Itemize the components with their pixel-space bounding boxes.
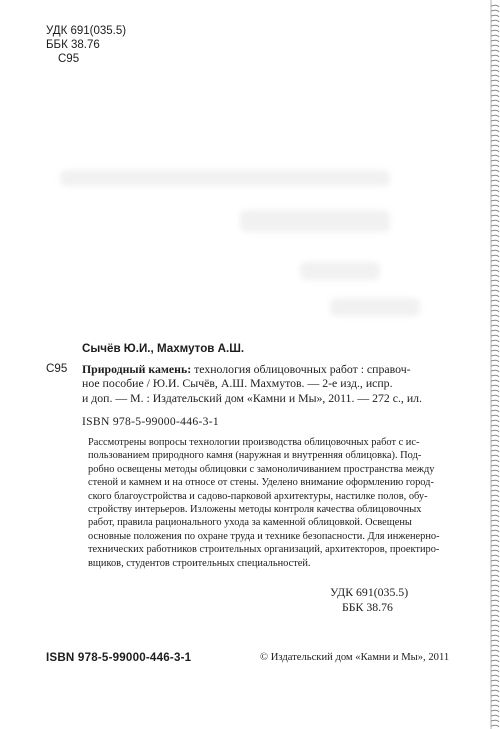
abstract-line: ского благоустройства и садово-парковой архитектуры, настилке полов, обу-	[88, 490, 428, 502]
binding-coil-loop	[491, 595, 499, 597]
binding-coil-loop	[491, 630, 499, 632]
binding-coil-loop	[491, 500, 499, 502]
binding-coil-loop	[491, 135, 499, 137]
binding-coil-loop	[491, 475, 499, 477]
binding-coil-loop	[491, 700, 499, 702]
binding-coil-loop	[491, 245, 499, 247]
binding-coil-loop	[491, 280, 499, 282]
binding-coil-loop	[491, 110, 499, 112]
binding-coil-loop	[491, 635, 499, 637]
binding-coil-loop	[491, 60, 499, 62]
binding-coil-loop	[491, 380, 499, 382]
binding-coil-loop	[491, 295, 499, 297]
binding-coil-loop	[491, 55, 499, 57]
binding-coil-loop	[491, 660, 499, 662]
bbk-code: ББК 38.76	[342, 600, 393, 614]
description-text: технология облицовочных работ : справоч-	[191, 361, 411, 376]
binding-coil-loop	[491, 435, 499, 437]
binding-coil-loop	[491, 355, 499, 357]
binding-coil-loop	[491, 560, 499, 562]
binding-coil-loop	[491, 620, 499, 622]
binding-coil-loop	[491, 370, 499, 372]
binding-coil-loop	[491, 360, 499, 362]
binding-coil-loop	[491, 675, 499, 677]
binding-coil-loop	[491, 190, 499, 192]
binding-coil-loop	[491, 405, 499, 407]
binding-coil-loop	[491, 75, 499, 77]
binding-coil-loop	[491, 180, 499, 182]
binding-coil-loop	[491, 545, 499, 547]
abstract-line: Рассмотрены вопросы технологии производства облицовочных работ с ис-	[88, 437, 420, 448]
binding-coil-loop	[491, 150, 499, 152]
binding-coil-loop	[491, 670, 499, 672]
binding-coil-loop	[491, 420, 499, 422]
binding-coil-loop	[491, 375, 499, 377]
binding-coil-loop	[491, 195, 499, 197]
binding-coil-loop	[491, 15, 499, 17]
abstract-line: основные положения по охране труда и технике безопасности. Для инженерно-	[88, 530, 440, 542]
show-through-shadow	[60, 170, 390, 186]
binding-coil-loop	[491, 315, 499, 317]
binding-coil-loop	[491, 205, 499, 207]
binding-coil-loop	[491, 400, 499, 402]
binding-coil-loop	[491, 230, 499, 232]
binding-coil-loop	[491, 270, 499, 272]
binding-coil-loop	[491, 725, 499, 727]
binding-coil-loop	[491, 350, 499, 352]
abstract	[88, 436, 468, 570]
bibliographic-description	[46, 362, 466, 406]
binding-coil-loop	[491, 715, 499, 717]
binding-coil-loop	[491, 255, 499, 257]
binding-coil-loop	[491, 680, 499, 682]
description-line: и доп. — М. : Издательский дом «Камни и Мы», 2011. — 272 с., ил.	[82, 390, 422, 405]
binding-coil-loop	[491, 5, 499, 7]
binding-coil-loop	[491, 165, 499, 167]
binding-coil-loop	[491, 605, 499, 607]
binding-coil-loop	[491, 30, 499, 32]
binding-coil-loop	[491, 35, 499, 37]
binding-coil-loop	[491, 720, 499, 722]
binding-coil-loop	[491, 695, 499, 697]
binding-coil-loop	[491, 705, 499, 707]
footer-isbn: ISBN 978-5-99000-446-3-1	[46, 651, 192, 664]
binding-coil-loop	[491, 535, 499, 537]
binding-coil-loop	[491, 565, 499, 567]
binding-coil-loop	[491, 650, 499, 652]
binding-coil-loop	[491, 470, 499, 472]
binding-coil-loop	[491, 320, 499, 322]
binding-coil-loop	[491, 50, 499, 52]
binding-coil-loop	[491, 70, 499, 72]
binding-coil-loop	[491, 160, 499, 162]
binding-coil-loop	[491, 250, 499, 252]
binding-coil-loop	[491, 85, 499, 87]
binding-coil-loop	[491, 105, 499, 107]
binding-coil-loop	[491, 600, 499, 602]
binding-coil-loop	[491, 265, 499, 267]
spiral-binding	[490, 0, 500, 729]
binding-coil-loop	[491, 65, 499, 67]
bibliographic-record	[46, 342, 466, 430]
binding-coil-loop	[491, 100, 499, 102]
authors-heading: Сычёв Ю.И., Махмутов А.Ш.	[82, 342, 245, 355]
binding-coil-loop	[491, 40, 499, 42]
binding-coil-loop	[491, 120, 499, 122]
binding-coil-loop	[491, 415, 499, 417]
binding-coil-loop	[491, 515, 499, 517]
binding-coil-loop	[491, 130, 499, 132]
binding-coil-loop	[491, 170, 499, 172]
description-line: ное пособие / Ю.И. Сычёв, А.Ш. Махмутов. — 2-е изд., испр.	[82, 376, 393, 391]
binding-coil-loop	[491, 555, 499, 557]
binding-coil-loop	[491, 585, 499, 587]
binding-coil-loop	[491, 460, 499, 462]
abstract-line: работ, правила рационального ухода за каменной облицовкой. Освещены	[88, 517, 412, 529]
binding-coil-loop	[491, 385, 499, 387]
show-through-shadow	[330, 298, 420, 316]
binding-coil-loop	[491, 590, 499, 592]
binding-coil-loop	[491, 440, 499, 442]
binding-coil-loop	[491, 510, 499, 512]
abstract-line: стройству интерьеров. Изложены методы контроля качества облицовочных	[88, 504, 422, 516]
binding-coil-loop	[491, 445, 499, 447]
binding-coil-loop	[491, 550, 499, 552]
book-title: Природный камень:	[82, 361, 192, 376]
binding-coil-loop	[491, 345, 499, 347]
binding-coil-loop	[491, 330, 499, 332]
binding-coil-loop	[491, 235, 499, 237]
binding-coil-loop	[491, 185, 499, 187]
binding-coil-loop	[491, 155, 499, 157]
binding-coil-loop	[491, 390, 499, 392]
binding-coil-loop	[491, 115, 499, 117]
binding-coil-loop	[491, 625, 499, 627]
binding-coil-loop	[491, 495, 499, 497]
udk-code: УДК 691(035.5)	[330, 585, 409, 599]
binding-coil-loop	[491, 220, 499, 222]
binding-coil-loop	[491, 490, 499, 492]
binding-coil-loop	[491, 455, 499, 457]
binding-coil-loop	[491, 200, 499, 202]
binding-coil-loop	[491, 615, 499, 617]
binding-coil-loop	[491, 240, 499, 242]
author-mark: С95	[58, 53, 80, 65]
description-line	[82, 362, 466, 377]
show-through-shadow	[240, 210, 390, 232]
binding-coil-loop	[491, 20, 499, 22]
binding-coil-loop	[491, 525, 499, 527]
binding-coil-loop	[491, 25, 499, 27]
binding-coil-loop	[491, 80, 499, 82]
bbk-code: ББК 38.76	[46, 39, 100, 51]
udk-code: УДК 691(035.5)	[46, 25, 127, 37]
binding-coil-loop	[491, 365, 499, 367]
classification-codes-top	[46, 24, 126, 66]
copyright-notice: © Издательский дом «Камни и Мы», 2011	[260, 652, 450, 663]
binding-coil-loop	[491, 610, 499, 612]
author-mark-record: С95	[46, 362, 68, 375]
binding-coil-loop	[491, 505, 499, 507]
binding-coil-loop	[491, 575, 499, 577]
binding-coil-loop	[491, 480, 499, 482]
binding-coil-loop	[491, 335, 499, 337]
binding-coil-loop	[491, 275, 499, 277]
binding-coil-loop	[491, 290, 499, 292]
abstract-line: вщиков, студентов строительных специальностей.	[88, 557, 311, 569]
binding-coil-loop	[491, 225, 499, 227]
binding-coil-loop	[491, 690, 499, 692]
binding-coil-loop	[491, 645, 499, 647]
binding-coil-loop	[491, 260, 499, 262]
binding-coil-loop	[491, 450, 499, 452]
binding-coil-loop	[491, 465, 499, 467]
binding-coil-loop	[491, 210, 499, 212]
binding-coil-loop	[491, 685, 499, 687]
binding-coil-loop	[491, 530, 499, 532]
binding-coil-loop	[491, 710, 499, 712]
binding-coil-loop	[491, 430, 499, 432]
binding-coil-icon	[490, 0, 500, 729]
binding-coil-loop	[491, 520, 499, 522]
abstract-line: пользованием природного камня (наружная и внутренняя облицовка). Под-	[88, 450, 422, 462]
binding-coil-loop	[491, 45, 499, 47]
binding-coil-loop	[491, 640, 499, 642]
binding-coil-loop	[491, 340, 499, 342]
binding-coil-loop	[491, 285, 499, 287]
abstract-line: технических работников строительных организаций, архитекторов, проектиро-	[88, 544, 440, 556]
classification-codes-bottom	[330, 585, 408, 615]
binding-coil-loop	[491, 395, 499, 397]
binding-coil-loop	[491, 300, 499, 302]
show-through-shadow	[300, 262, 380, 280]
binding-coil-loop	[491, 410, 499, 412]
binding-coil-loop	[491, 540, 499, 542]
binding-coil-loop	[491, 655, 499, 657]
binding-coil-loop	[491, 125, 499, 127]
binding-coil-loop	[491, 305, 499, 307]
binding-coil-loop	[491, 175, 499, 177]
binding-coil-loop	[491, 140, 499, 142]
binding-coil-loop	[491, 665, 499, 667]
binding-coil-loop	[491, 310, 499, 312]
record-isbn: ISBN 978-5-99000-446-3-1	[82, 415, 219, 429]
binding-coil-loop	[491, 325, 499, 327]
binding-coil-loop	[491, 145, 499, 147]
binding-coil-loop	[491, 215, 499, 217]
binding-coil-loop	[491, 485, 499, 487]
binding-coil-loop	[491, 10, 499, 12]
binding-coil-loop	[491, 580, 499, 582]
binding-coil-loop	[491, 425, 499, 427]
binding-coil-loop	[491, 95, 499, 97]
binding-coil-loop	[491, 90, 499, 92]
abstract-line: стеной и камнем и на относе от стены. Уделено внимание оформлению город-	[88, 477, 434, 489]
binding-coil-loop	[491, 570, 499, 572]
abstract-line: робно освещены методы облицовки с замоноличиванием пространства между	[88, 463, 435, 475]
